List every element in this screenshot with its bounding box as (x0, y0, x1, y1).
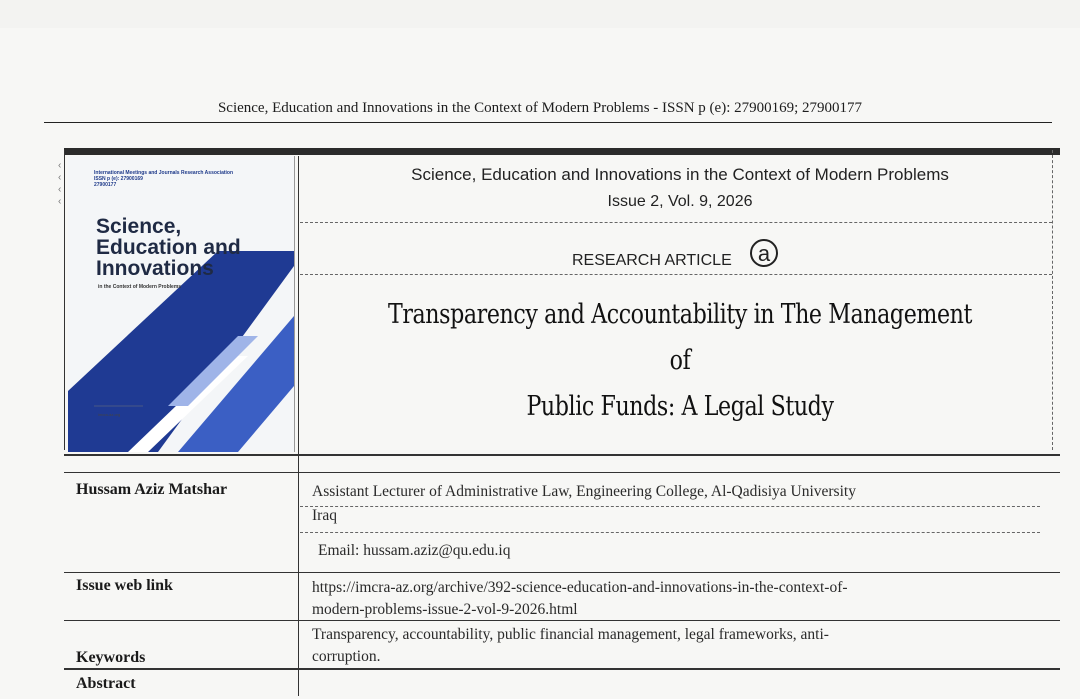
row-divider (64, 472, 1060, 473)
row-divider (64, 572, 1060, 573)
weblink-url-line2[interactable]: modern-problems-issue-2-vol-9-2026.html (312, 601, 578, 618)
abstract-label: Abstract (76, 675, 136, 692)
divider (300, 274, 1052, 275)
weblink-url-line1[interactable]: https://imcra-az.org/archive/392-science-education-and-innovations-in-the-context-of- (312, 579, 848, 596)
journal-cover (68, 156, 295, 452)
row-divider (64, 668, 1060, 670)
table-top-rule (64, 148, 1060, 155)
row-divider (64, 454, 1060, 456)
issue-info: Issue 2, Vol. 9, 2026 (607, 193, 753, 210)
cover-subtitle: in the Context of Modern Problems (98, 284, 182, 290)
cover-title: Science, Education and Innovations (96, 215, 241, 280)
author-name: Hussam Aziz Matshar (76, 481, 228, 498)
journal-name: Science, Education and Innovations in the Context of Modern Problems (411, 165, 949, 184)
author-affiliation: Assistant Lecturer of Administrative Law, Engineering College, Al-Qadisiya University (312, 483, 856, 500)
cover-publisher: International Meetings and Journals Research Association ISSN p (e): 27900169 27900177 (94, 170, 234, 188)
keywords-label: Keywords (76, 649, 146, 666)
running-head: Science, Education and Innovations in the Context of Modern Problems - ISSN p (e): 27900169; 27900177 (217, 100, 863, 116)
row-divider (300, 532, 1040, 533)
table-border-left (64, 150, 65, 450)
weblink-label: Issue web link (76, 577, 173, 594)
cover-url: imcra-az.org (98, 412, 121, 417)
cover-graphic (68, 156, 294, 452)
column-divider (298, 156, 299, 696)
article-type: RESEARCH ARTICLE (572, 252, 732, 269)
divider (300, 222, 1052, 223)
author-country: Iraq (312, 507, 337, 524)
table-border-right (1052, 150, 1053, 450)
open-access-icon: a (750, 239, 778, 267)
article-title: Transparency and Accountability in The Management of Public Funds: A Legal Study (387, 299, 972, 422)
author-email: Email: hussam.aziz@qu.edu.iq (318, 542, 511, 559)
keywords-line1: Transparency, accountability, public financial management, legal frameworks, anti- (312, 626, 829, 643)
keywords-line2: corruption. (312, 648, 381, 665)
margin-marks: ‹ ‹ ‹ ‹ (58, 160, 62, 207)
row-divider (300, 506, 1040, 507)
running-head-rule (44, 122, 1052, 123)
